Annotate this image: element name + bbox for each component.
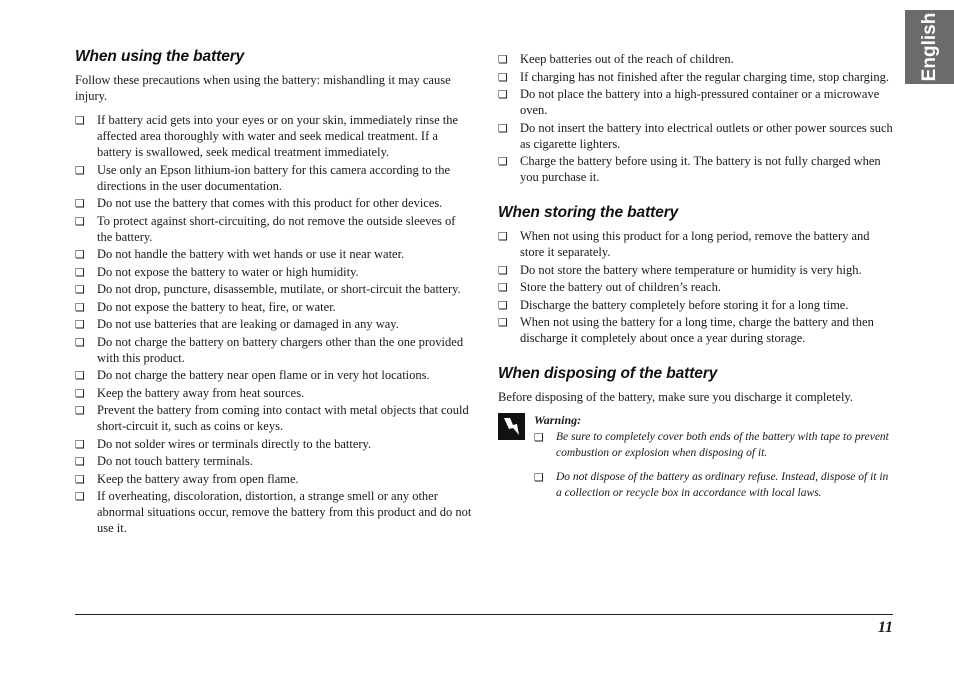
list-item: [75, 112, 472, 160]
list-item: [75, 213, 472, 245]
checkbox-bullet-icon: ❑: [498, 230, 508, 243]
checkbox-bullet-icon: ❑: [75, 300, 85, 314]
language-tab: [905, 10, 954, 84]
list-item-text: Do not drop, puncture, disassemble, mutilate, or short-circuit the battery.: [97, 282, 461, 296]
checkbox-bullet-icon: ❑: [75, 335, 85, 349]
warning-title: Warning:: [534, 413, 582, 427]
checkbox-bullet-icon: ❑: [498, 155, 508, 168]
list-item-text: Do not use batteries that are leaking or damaged in any way.: [97, 317, 399, 331]
list-item-text: If charging has not finished after the regular charging time, stop charging.: [520, 69, 889, 84]
storing-battery-heading: When storing the battery: [498, 204, 679, 221]
footer-rule: [75, 614, 893, 615]
list-item-text: When not using this product for a long period, remove the battery and store it separately.: [520, 229, 870, 259]
list-item-text: Do not expose the battery to heat, fire, or water.: [97, 299, 336, 314]
list-item-text: Do not use the battery that comes with this product for other devices.: [97, 196, 443, 210]
list-item-text: Prevent the battery from coming into contact with metal objects that could short-circuit it, such as coins or keys.: [97, 403, 469, 433]
checkbox-bullet-icon: ❑: [498, 316, 508, 329]
list-item-text: To protect against short-circuiting, do not remove the outside sleeves of the battery.: [97, 213, 456, 244]
list-item: [534, 469, 894, 501]
list-item: [498, 51, 894, 67]
list-item: [75, 162, 472, 194]
checkbox-bullet-icon: ❑: [498, 53, 508, 66]
list-item-text: Do not solder wires or terminals directly to the battery.: [97, 436, 372, 451]
checkbox-bullet-icon: ❑: [534, 431, 544, 444]
list-item: [75, 402, 472, 434]
list-item-text: Keep the battery away from heat sources.: [97, 385, 305, 400]
checkbox-bullet-icon: ❑: [75, 472, 85, 486]
checkbox-bullet-icon: ❑: [498, 70, 508, 84]
list-item: [498, 228, 894, 260]
list-item-text: If overheating, discoloration, distortion, a strange smell or any other abnormal situations occur, remove the battery from this product and do not use it.: [97, 489, 472, 535]
checkbox-bullet-icon: ❑: [498, 88, 508, 101]
list-item-text: Do not store the battery where temperature or humidity is very high.: [520, 262, 862, 277]
left-column: [75, 48, 472, 538]
checkbox-bullet-icon: ❑: [75, 265, 85, 279]
list-item-text: When not using the battery for a long time, charge the battery and then discharge it completely about once a year during storage.: [520, 315, 874, 345]
checkbox-bullet-icon: ❑: [534, 471, 544, 484]
using-battery-intro: Follow these precautions when using the battery: mishandling it may cause injury.: [75, 73, 451, 103]
list-item: [75, 246, 472, 262]
warning-list: [534, 429, 894, 501]
using-battery-heading: When using the battery: [75, 48, 245, 65]
list-item-text: Be sure to completely cover both ends of the battery with tape to prevent combustion or explosion when disposing of it.: [556, 431, 889, 459]
checkbox-bullet-icon: ❑: [75, 214, 85, 228]
list-item: [75, 436, 472, 452]
warning-block: [498, 413, 894, 501]
checkbox-bullet-icon: ❑: [498, 281, 508, 294]
checkbox-bullet-icon: ❑: [75, 490, 85, 503]
checkbox-bullet-icon: ❑: [75, 386, 85, 400]
list-item-text: Store the battery out of children’s reach.: [520, 280, 721, 294]
list-item: [498, 314, 894, 346]
list-item: [75, 334, 472, 366]
disposing-battery-heading: When disposing of the battery: [498, 365, 718, 382]
list-item-text: Do not insert the battery into electrical outlets or other power sources such as cigarette lighters.: [520, 120, 893, 151]
checkbox-bullet-icon: ❑: [498, 263, 508, 277]
list-item-text: Do not expose the battery to water or high humidity.: [97, 264, 359, 279]
list-item-text: If battery acid gets into your eyes or on your skin, immediately rinse the affected area thoroughly with water and seek medical treatment. If a battery is swallowed, seek medical treatment immediately.: [97, 113, 459, 159]
list-item-text: Charge the battery before using it. The battery is not fully charged when you purchase it.: [520, 154, 881, 184]
list-item: [75, 488, 472, 536]
list-item: [75, 195, 472, 211]
checkbox-bullet-icon: ❑: [75, 283, 85, 296]
list-item-text: Keep batteries out of the reach of children.: [520, 52, 734, 66]
list-item: [498, 297, 894, 313]
list-item: [75, 281, 472, 297]
list-item-text: Use only an Epson lithium-ion battery for this camera according to the directions in the user documentation.: [97, 162, 451, 193]
list-item-text: Do not handle the battery with wet hands or use it near water.: [97, 247, 405, 261]
warning-lightning-icon: [498, 413, 525, 440]
list-item: [75, 385, 472, 401]
list-item-text: Do not place the battery into a high-pressured container or a microwave oven.: [520, 87, 880, 117]
checkbox-bullet-icon: ❑: [75, 369, 85, 382]
using-battery-list: [75, 112, 472, 536]
checkbox-bullet-icon: ❑: [498, 121, 508, 135]
list-item-text: Discharge the battery completely before storing it for a long time.: [520, 297, 849, 312]
list-item: [75, 367, 472, 383]
right-column: [498, 51, 894, 509]
list-item-text: Do not touch battery terminals.: [97, 454, 253, 468]
list-item: [498, 153, 894, 185]
checkbox-bullet-icon: ❑: [75, 318, 85, 331]
list-item-text: Do not dispose of the battery as ordinary refuse. Instead, dispose of it in a collection or recycle box in accordance with local laws.: [556, 471, 889, 499]
using-battery-list-continued: [498, 51, 894, 185]
disposing-battery-intro: Before disposing of the battery, make sure you discharge it completely.: [498, 390, 853, 404]
checkbox-bullet-icon: ❑: [75, 114, 85, 127]
language-tab-label: English: [918, 12, 940, 82]
checkbox-bullet-icon: ❑: [75, 163, 85, 177]
checkbox-bullet-icon: ❑: [498, 298, 508, 312]
list-item: [75, 299, 472, 315]
list-item-text: Keep the battery away from open flame.: [97, 471, 299, 486]
checkbox-bullet-icon: ❑: [75, 404, 85, 417]
checkbox-bullet-icon: ❑: [75, 455, 85, 468]
storing-battery-list: [498, 228, 894, 346]
list-item: [498, 69, 894, 85]
list-item: [75, 264, 472, 280]
list-item-text: Do not charge the battery near open flame or in very hot locations.: [97, 368, 430, 382]
page-number: 11: [877, 619, 893, 636]
list-item: [498, 262, 894, 278]
list-item: [498, 120, 894, 152]
list-item-text: Do not charge the battery on battery chargers other than the one provided with this product.: [97, 334, 464, 365]
list-item: [498, 279, 894, 295]
checkbox-bullet-icon: ❑: [75, 248, 85, 261]
list-item: [75, 453, 472, 469]
list-item: [75, 316, 472, 332]
list-item: [498, 86, 894, 118]
list-item: [534, 429, 894, 461]
checkbox-bullet-icon: ❑: [75, 437, 85, 451]
list-item: [75, 471, 472, 487]
checkbox-bullet-icon: ❑: [75, 197, 85, 210]
